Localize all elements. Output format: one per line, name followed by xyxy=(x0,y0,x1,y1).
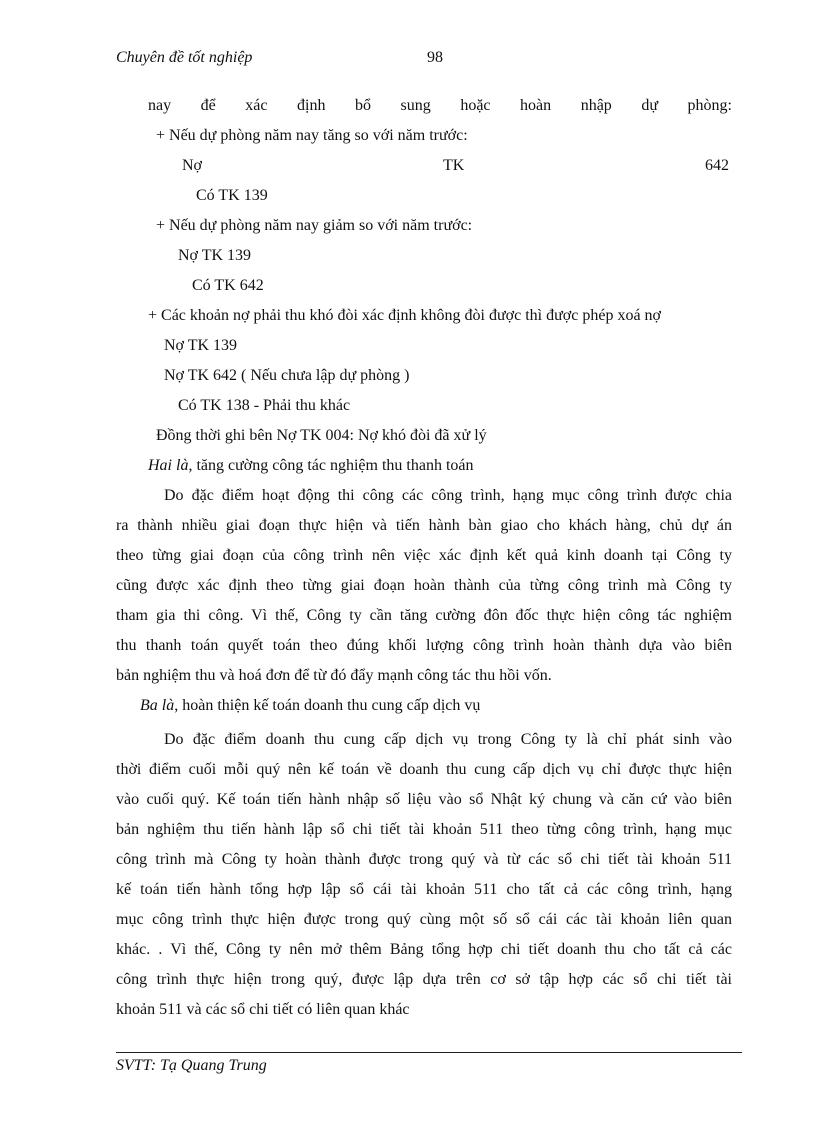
text-line: + Nếu dự phòng năm nay tăng so với năm trước: xyxy=(156,127,468,144)
document-title: Chuyên đề tốt nghiệp xyxy=(116,49,253,66)
section-heading-2 xyxy=(148,456,474,476)
section-heading-text: , hoàn thiện kế toán doanh thu cung cấp dịch vụ xyxy=(174,697,481,714)
paragraph-line: thời điểm cuối mỗi quý nên kế toán về doanh thu cung cấp dịch vụ chỉ được thực hiện xyxy=(116,761,732,778)
section-heading-text: , tăng cường công tác nghiệm thu thanh toán xyxy=(188,457,474,474)
paragraph-line: công trình thực hiện trong quý, được lập dựa trên cơ sở tập hợp các sổ chi tiết tài xyxy=(116,971,732,988)
paragraph-line: công trình mà Công ty hoàn thành được trong quý và từ các sổ chi tiết tài khoản 511 xyxy=(116,851,732,868)
paragraph-line: ra thành nhiều giai đoạn thực hiện và tiến hành bàn giao cho khách hàng, chủ dự án xyxy=(116,517,732,534)
paragraph-line: khác. . Vì thế, Công ty nên mở thêm Bảng tổng hợp chi tiết doanh thu cho tất cả các xyxy=(116,941,732,958)
text-line: Đồng thời ghi bên Nợ TK 004: Nợ khó đòi đã xử lý xyxy=(156,427,487,444)
text-line: nay để xác định bổ sung hoặc hoàn nhập dự phòng: xyxy=(148,97,732,114)
text-line: + Nếu dự phòng năm nay giảm so với năm trước: xyxy=(156,217,473,234)
paragraph-line: thu thanh toán quyết toán theo đúng khối lượng công trình hoàn thành dựa vào biên xyxy=(116,637,732,654)
text-line: Có TK 139 xyxy=(196,187,268,204)
entry-label-no: Nợ xyxy=(182,157,203,174)
paragraph-line: kế toán tiến hành tổng hợp lập sổ cái tài khoản 511 cho tất cả các công trình, hạng xyxy=(116,881,732,898)
text-line: Nợ TK 642 ( Nếu chưa lập dự phòng ) xyxy=(164,367,410,384)
footer-author: SVTT: Tạ Quang Trung xyxy=(116,1057,267,1074)
paragraph-line: Do đặc điểm hoạt động thi công các công trình, hạng mục công trình được chia xyxy=(164,487,732,504)
text-line: Có TK 642 xyxy=(192,277,264,294)
paragraph-line: theo từng giai đoạn của công trình nên việc xác định kết quả kinh doanh tại Công ty xyxy=(116,547,732,564)
entry-label-tk: TK xyxy=(443,157,465,174)
paragraph-line: khoản 511 và các sổ chi tiết có liên quan khác xyxy=(116,1001,410,1018)
text-line: Có TK 138 - Phải thu khác xyxy=(178,397,351,414)
paragraph-line: Do đặc điểm doanh thu cung cấp dịch vụ trong Công ty là chỉ phát sinh vào xyxy=(164,731,732,748)
entry-account-number: 642 xyxy=(705,157,729,174)
text-line: + Các khoản nợ phải thu khó đòi xác định không đòi được thì được phép xoá nợ xyxy=(148,307,662,324)
section-lead: Ba là xyxy=(140,697,175,714)
page-number: 98 xyxy=(427,49,443,66)
footer-divider xyxy=(116,1052,742,1053)
text-line: Nợ TK 139 xyxy=(178,247,252,264)
section-heading-3 xyxy=(140,696,480,716)
paragraph-line: bản nghiệm thu tiến hành lập sổ chi tiết tài khoản 511 theo từng công trình, hạng mục xyxy=(116,821,732,838)
paragraph-line: tham gia thi công. Vì thế, Công ty cần tăng cường đôn đốc thực hiện công tác nghiệm xyxy=(116,607,732,624)
paragraph-line: bản nghiệm thu và hoá đơn để từ đó đẩy mạnh công tác thu hồi vốn. xyxy=(116,667,552,684)
paragraph-line: cũng được xác định theo từng giai đoạn hoàn thành của từng công trình mà Công ty xyxy=(116,577,732,594)
paragraph-line: vào cuối quý. Kế toán tiến hành nhập số liệu vào sổ Nhật ký chung và căn cứ vào biên xyxy=(116,791,732,808)
paragraph-line: mục công trình thực hiện được trong quý cùng một số sổ cái các tài khoản liên quan xyxy=(116,911,732,928)
text-line: Nợ TK 139 xyxy=(164,337,238,354)
section-lead: Hai là xyxy=(148,457,189,474)
